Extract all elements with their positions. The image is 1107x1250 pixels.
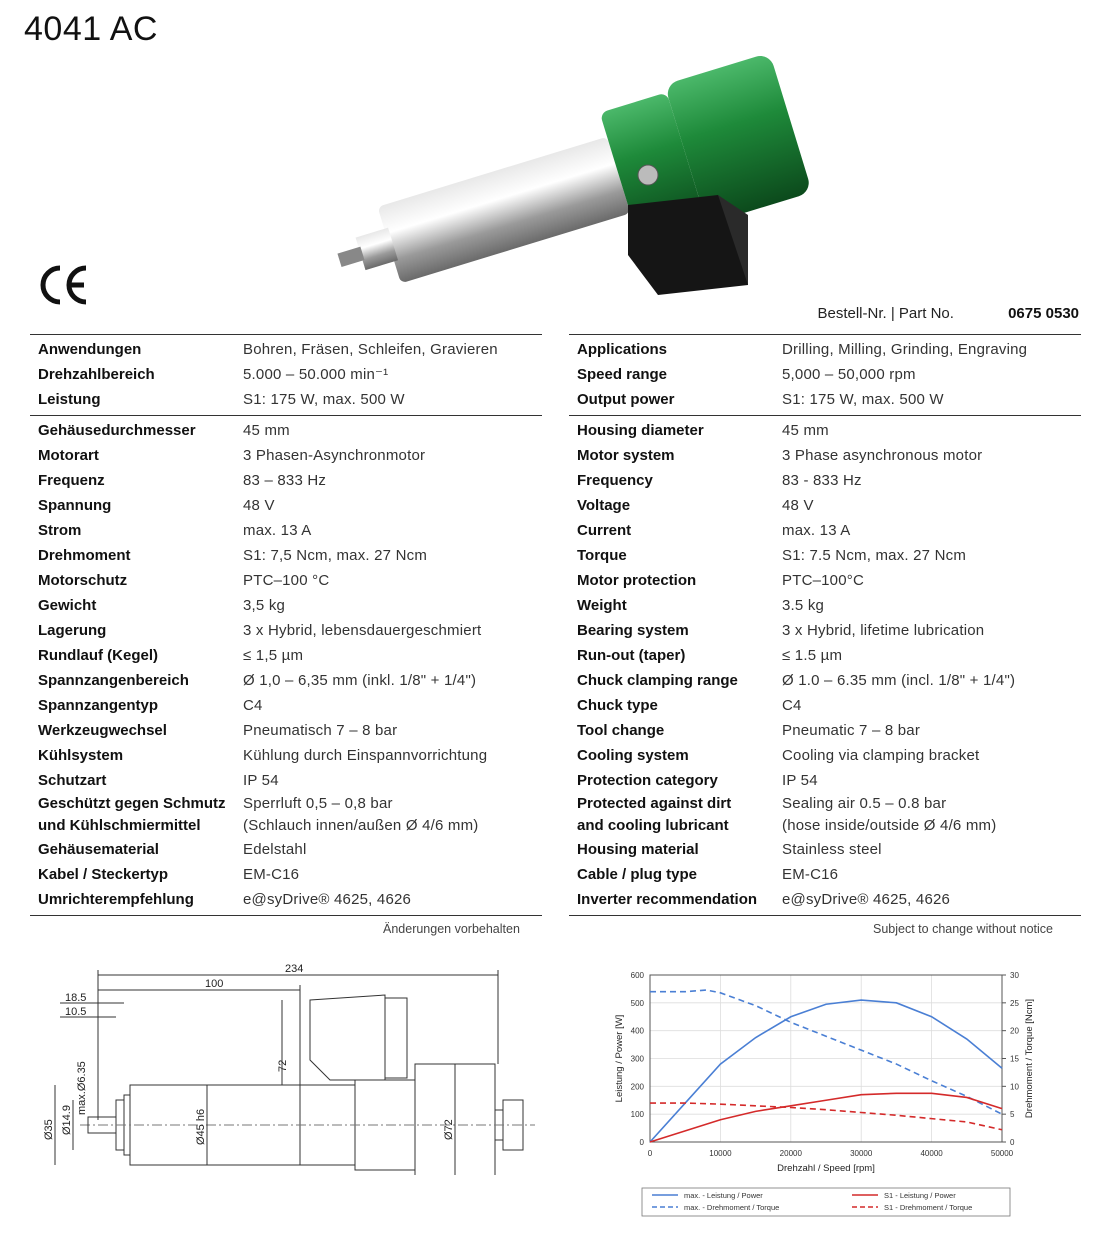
spec-value: Ø 1,0 – 6,35 mm (inkl. 1/8" + 1/4") — [243, 672, 477, 689]
spec-row — [30, 837, 542, 862]
y-axis-label: Leistung / Power [W] — [614, 1014, 625, 1103]
spec-row — [569, 668, 1081, 693]
spec-value: 3.5 kg — [782, 597, 825, 614]
spec-value: Ø 1.0 – 6.35 mm (incl. 1/8" + 1/4") — [782, 672, 1016, 689]
dimension-drawing — [30, 960, 550, 1175]
spec-table-english — [569, 334, 1081, 916]
spec-label: Housing material — [577, 841, 699, 858]
spec-row — [569, 468, 1081, 493]
spec-row — [569, 887, 1081, 912]
dim-dia-45: Ø45 h6 — [195, 1108, 207, 1145]
spec-value: Stainless steel — [782, 841, 882, 858]
spec-row — [569, 568, 1081, 593]
x-tick-label: 10000 — [709, 1149, 732, 1158]
series-line — [650, 1000, 1002, 1142]
y-tick-label: 100 — [630, 1110, 644, 1120]
spec-value: S1: 175 W, max. 500 W — [782, 391, 944, 408]
spec-value: e@syDrive® 4625, 4626 — [782, 891, 951, 908]
spec-value: max. 13 A — [243, 522, 312, 539]
spec-label: Motorschutz — [38, 572, 128, 589]
spec-label: Bearing system — [577, 622, 689, 639]
y2-tick-label: 20 — [1010, 1026, 1019, 1036]
legend-entry: S1 - Drehmoment / Torque — [884, 1203, 973, 1212]
spec-row — [569, 862, 1081, 887]
part-number-value: 0675 0530 — [1008, 305, 1079, 322]
spec-value: C4 — [243, 697, 263, 714]
spec-label: Protected against dirt and cooling lubricant — [577, 795, 732, 834]
y-tick-label: 400 — [630, 1026, 644, 1036]
spec-value: e@syDrive® 4625, 4626 — [243, 891, 412, 908]
spec-row — [30, 668, 542, 693]
part-number-label: Bestell-Nr. | Part No. — [817, 305, 954, 322]
spec-value: 3 Phasen-Asynchronmotor — [243, 447, 426, 464]
y-tick-label: 200 — [630, 1082, 644, 1092]
y-tick-label: 300 — [630, 1054, 644, 1064]
spec-row — [30, 568, 542, 593]
spec-label: Voltage — [577, 497, 631, 514]
dim-dia-35: Ø35 — [43, 1119, 55, 1140]
spec-label: Gehäusematerial — [38, 841, 159, 858]
spec-value: S1: 7.5 Ncm, max. 27 Ncm — [782, 547, 967, 564]
spec-row — [569, 543, 1081, 568]
spec-label: Schutzart — [38, 772, 107, 789]
performance-chart — [600, 960, 1060, 1220]
spec-label: Weight — [577, 597, 627, 614]
spec-value: ≤ 1,5 µm — [243, 647, 304, 664]
spec-label: Lagerung — [38, 622, 107, 639]
spec-label: Run-out (taper) — [577, 647, 686, 664]
spec-label: Tool change — [577, 722, 665, 739]
spec-label: Leistung — [38, 391, 101, 408]
spec-label: Inverter recommendation — [577, 891, 758, 908]
spec-row — [569, 618, 1081, 643]
spec-row — [30, 593, 542, 618]
spec-label: Anwendungen — [38, 341, 142, 358]
dim-dia-14-9: Ø14.9 — [61, 1105, 73, 1135]
dim-body-length: 100 — [205, 978, 224, 990]
spec-row — [569, 337, 1081, 362]
dim-18-5: 18.5 — [65, 992, 87, 1004]
spec-table-german — [30, 334, 542, 916]
spec-group — [569, 416, 1081, 916]
spec-label: Werkzeugwechsel — [38, 722, 167, 739]
x-tick-label: 20000 — [779, 1149, 802, 1158]
spec-row — [569, 793, 1081, 837]
y2-tick-label: 15 — [1010, 1054, 1019, 1064]
spec-value: Kühlung durch Einspannvorrichtung — [243, 747, 488, 764]
spec-value: IP 54 — [243, 772, 279, 789]
spec-value: PTC–100°C — [782, 572, 865, 589]
spec-row — [30, 387, 542, 412]
spec-label: Gehäusedurchmesser — [38, 422, 196, 439]
spec-label: Strom — [38, 522, 82, 539]
disclaimer-english: Subject to change without notice — [873, 922, 1053, 936]
spec-row — [569, 693, 1081, 718]
spec-label: Kühlsystem — [38, 747, 124, 764]
spec-value: max. 13 A — [782, 522, 851, 539]
spec-value: ≤ 1.5 µm — [782, 647, 843, 664]
spec-row — [569, 718, 1081, 743]
spec-row — [30, 618, 542, 643]
spec-row — [30, 718, 542, 743]
spec-row — [30, 768, 542, 793]
spec-row — [30, 518, 542, 543]
spec-row — [30, 693, 542, 718]
spec-label: Speed range — [577, 366, 668, 383]
spec-row — [569, 443, 1081, 468]
spec-value: 3 Phase asynchronous motor — [782, 447, 983, 464]
spec-row — [569, 837, 1081, 862]
y2-tick-label: 5 — [1010, 1110, 1015, 1120]
y2-axis-label: Drehmoment / Torque [Ncm] — [1024, 998, 1035, 1119]
spec-row — [569, 493, 1081, 518]
spec-label: Umrichterempfehlung — [38, 891, 194, 908]
y-tick-label: 0 — [639, 1138, 644, 1147]
spec-label: Drehzahlbereich — [38, 366, 155, 383]
spec-label: Protection category — [577, 772, 718, 789]
spec-label: Chuck type — [577, 697, 658, 714]
spec-label: Spannzangentyp — [38, 697, 159, 714]
legend-entry: max. - Leistung / Power — [684, 1191, 763, 1200]
spec-row — [30, 643, 542, 668]
spec-group — [30, 335, 542, 416]
spec-label: Frequenz — [38, 472, 105, 489]
spec-row — [30, 468, 542, 493]
spec-row — [30, 362, 542, 387]
spec-label: Chuck clamping range — [577, 672, 738, 689]
x-tick-label: 50000 — [990, 1149, 1014, 1158]
dim-dia-72: Ø72 — [443, 1119, 455, 1140]
spec-value: Drilling, Milling, Grinding, Engraving — [782, 341, 1028, 358]
spec-label: Spannzangenbereich — [38, 672, 189, 689]
legend-entry: S1 - Leistung / Power — [884, 1191, 956, 1200]
spec-group — [569, 335, 1081, 416]
spec-label: Applications — [577, 341, 668, 358]
spec-row — [30, 862, 542, 887]
spec-label: Frequency — [577, 472, 653, 489]
spec-label: Motorart — [38, 447, 99, 464]
dim-total-length: 234 — [285, 963, 304, 975]
spec-row — [569, 518, 1081, 543]
spec-value: 5,000 – 50,000 rpm — [782, 366, 916, 383]
spec-row — [30, 337, 542, 362]
spec-label: Torque — [577, 547, 627, 564]
spec-row — [30, 793, 542, 837]
disclaimer-german: Änderungen vorbehalten — [383, 922, 520, 936]
spec-label: Output power — [577, 391, 675, 408]
spec-label: Drehmoment — [38, 547, 131, 564]
spec-value: 45 mm — [782, 422, 829, 439]
spec-value: 48 V — [782, 497, 814, 514]
spec-value: 83 – 833 Hz — [243, 472, 327, 489]
spec-label: Cable / plug type — [577, 866, 698, 883]
spec-value: 3,5 kg — [243, 597, 286, 614]
spec-label: Geschützt gegen Schmutz und Kühlschmiermittel — [38, 795, 226, 834]
spec-label: Motor system — [577, 447, 675, 464]
spec-value: 5.000 – 50.000 min⁻¹ — [243, 366, 389, 383]
spec-row — [30, 887, 542, 912]
x-tick-label: 40000 — [920, 1149, 943, 1158]
spec-group — [30, 416, 542, 916]
part-number — [817, 305, 1079, 322]
spec-row — [30, 418, 542, 443]
spec-value: 45 mm — [243, 422, 290, 439]
spec-row — [30, 743, 542, 768]
spec-row — [569, 362, 1081, 387]
x-tick-label: 0 — [647, 1149, 653, 1158]
spec-value: S1: 175 W, max. 500 W — [243, 391, 405, 408]
spec-label: Housing diameter — [577, 422, 704, 439]
spec-row — [569, 768, 1081, 793]
ce-mark-icon — [36, 262, 92, 308]
spec-value: Edelstahl — [243, 841, 307, 858]
spec-value: C4 — [782, 697, 802, 714]
spec-label: Rundlauf (Kegel) — [38, 647, 158, 664]
spec-value: IP 54 — [782, 772, 818, 789]
y2-tick-label: 10 — [1010, 1082, 1019, 1092]
x-axis-label: Drehzahl / Speed [rpm] — [777, 1163, 875, 1174]
spec-value: 83 - 833 Hz — [782, 472, 862, 489]
series-line — [650, 1093, 1002, 1142]
spec-value: 3 x Hybrid, lebensdauergeschmiert — [243, 622, 482, 639]
dim-dia-6-35: max.Ø6.35 — [76, 1061, 88, 1115]
spec-value: Pneumatic 7 – 8 bar — [782, 722, 921, 739]
spec-value: Sealing air 0.5 – 0.8 bar (hose inside/outside Ø 4/6 mm) — [782, 795, 997, 834]
spec-label: Spannung — [38, 497, 112, 514]
legend-entry: max. - Drehmoment / Torque — [684, 1203, 780, 1212]
dim-10-5: 10.5 — [65, 1006, 87, 1018]
spec-value: Bohren, Fräsen, Schleifen, Gravieren — [243, 341, 498, 358]
spec-row — [569, 743, 1081, 768]
spec-value: Cooling via clamping bracket — [782, 747, 980, 764]
y2-tick-label: 0 — [1010, 1138, 1015, 1147]
spec-value: Pneumatisch 7 – 8 bar — [243, 722, 398, 739]
spec-row — [569, 387, 1081, 412]
y2-tick-label: 30 — [1010, 971, 1019, 980]
spec-label: Kabel / Steckertyp — [38, 866, 169, 883]
spec-value: PTC–100 °C — [243, 572, 330, 589]
spec-row — [30, 543, 542, 568]
y2-tick-label: 25 — [1010, 998, 1019, 1008]
spec-row — [30, 493, 542, 518]
spec-row — [569, 418, 1081, 443]
spec-value: EM-C16 — [243, 866, 300, 883]
spec-value: S1: 7,5 Ncm, max. 27 Ncm — [243, 547, 428, 564]
spec-value: 3 x Hybrid, lifetime lubrication — [782, 622, 985, 639]
y-tick-label: 500 — [630, 998, 644, 1008]
spec-row — [569, 593, 1081, 618]
spec-value: 48 V — [243, 497, 275, 514]
dim-height: 72 — [277, 1059, 289, 1072]
spec-label: Current — [577, 522, 632, 539]
spec-label: Cooling system — [577, 747, 689, 764]
y-tick-label: 600 — [630, 971, 644, 980]
x-tick-label: 30000 — [850, 1149, 873, 1158]
spec-label: Motor protection — [577, 572, 697, 589]
spec-label: Gewicht — [38, 597, 97, 614]
spindle-product-image — [318, 55, 818, 305]
spec-value: EM-C16 — [782, 866, 839, 883]
spec-row — [569, 643, 1081, 668]
spec-row — [30, 443, 542, 468]
page-title: 4041 AC — [24, 10, 158, 48]
spec-value: Sperrluft 0,5 – 0,8 bar (Schlauch innen/außen Ø 4/6 mm) — [243, 795, 479, 834]
